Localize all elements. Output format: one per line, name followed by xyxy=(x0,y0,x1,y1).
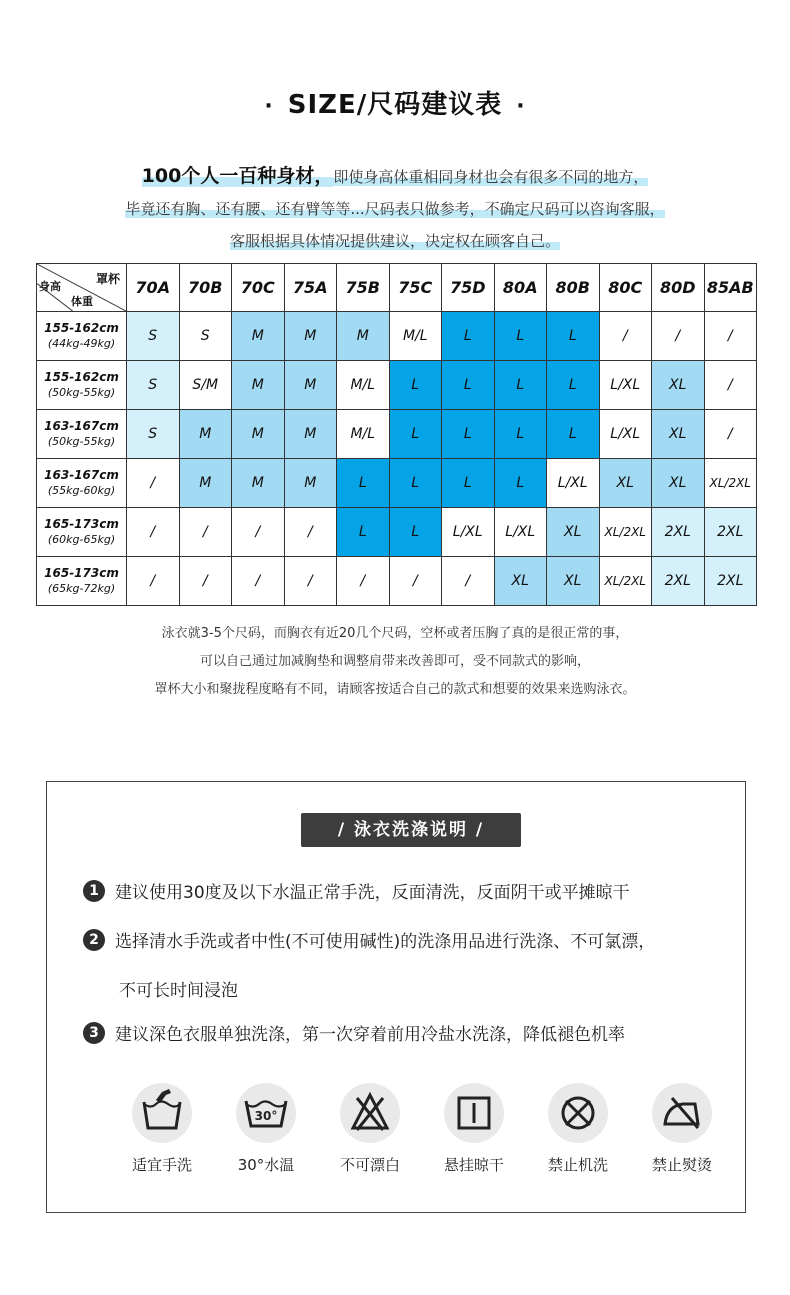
row-label xyxy=(37,508,127,557)
size-cell: M/L xyxy=(389,312,442,361)
size-cell: L xyxy=(389,508,442,557)
no-bleach-icon xyxy=(339,1082,401,1144)
size-cell: M xyxy=(179,459,232,508)
size-cell: L xyxy=(389,459,442,508)
note-line: 泳衣就3-5个尺码，而胸衣有近20几个尺码，空杯或者压胸了真的是很正常的事， xyxy=(161,626,629,641)
size-cell: L xyxy=(337,459,390,508)
size-cell: / xyxy=(284,508,337,557)
care-rule-2 xyxy=(83,927,655,952)
size-cell: M/L xyxy=(337,361,390,410)
corner-cup-label: 罩杯 xyxy=(95,272,120,286)
care-instructions-box xyxy=(46,781,746,1213)
row-height: 155-162cm xyxy=(44,321,119,335)
cup-size-header: 80A xyxy=(494,264,547,312)
size-row xyxy=(37,410,757,459)
corner-weight-label: 体重 xyxy=(71,295,93,308)
row-label xyxy=(37,557,127,606)
cup-size-header: 80D xyxy=(652,264,705,312)
row-height: 165-173cm xyxy=(44,517,119,531)
title-dot-right: · xyxy=(516,94,526,119)
rule-number-badge: 1 xyxy=(83,880,105,902)
wash-temp-badge: 30° xyxy=(254,1109,278,1123)
size-table-body xyxy=(37,312,757,606)
size-cell: L xyxy=(547,361,600,410)
care-rule-1 xyxy=(83,878,630,903)
icon-label: 禁止机洗 xyxy=(547,1156,608,1174)
size-cell: XL xyxy=(494,557,547,606)
row-weight: (65kg-72kg) xyxy=(47,582,116,595)
size-cell: L xyxy=(547,410,600,459)
icon-label: 适宜手洗 xyxy=(131,1156,192,1174)
care-icon-item xyxy=(429,1082,519,1175)
hand-wash-icon xyxy=(131,1082,193,1144)
size-cell: M xyxy=(284,312,337,361)
size-cell: XL xyxy=(652,410,705,459)
size-table xyxy=(36,263,757,606)
size-cell: L/XL xyxy=(547,459,600,508)
size-cell: XL/2XL xyxy=(599,508,652,557)
size-cell: / xyxy=(704,410,757,459)
cup-size-header: 80B xyxy=(547,264,600,312)
row-height: 163-167cm xyxy=(44,468,119,482)
row-weight: (44kg-49kg) xyxy=(47,337,116,350)
no-machine-wash-icon xyxy=(547,1082,609,1144)
rule-number-badge: 3 xyxy=(83,1022,105,1044)
size-cell: S xyxy=(127,312,180,361)
size-notes xyxy=(0,620,790,704)
size-cell: 2XL xyxy=(652,557,705,606)
size-cell: L xyxy=(442,312,495,361)
size-cell: / xyxy=(337,557,390,606)
size-cell: XL xyxy=(652,361,705,410)
cup-size-header: 75C xyxy=(389,264,442,312)
intro-line-2-text: 毕竟还有胸、还有腰、还有臂等等...尺码表只做参考，不确定尺码可以咨询客服， xyxy=(125,200,665,218)
intro-strong: 100个人一百种身材， xyxy=(141,165,334,187)
size-cell: L xyxy=(442,459,495,508)
size-cell: / xyxy=(652,312,705,361)
size-cell: XL xyxy=(547,508,600,557)
intro-text xyxy=(0,160,790,257)
size-cell: L xyxy=(494,410,547,459)
rule-text: 建议使用30度及以下水温正常手洗，反面清洗，反面阴干或平摊晾干 xyxy=(115,883,630,903)
size-cell: 2XL xyxy=(704,557,757,606)
size-cell: L xyxy=(494,459,547,508)
size-cell: / xyxy=(704,361,757,410)
icon-label: 禁止熨烫 xyxy=(651,1156,712,1174)
size-cell: / xyxy=(127,557,180,606)
size-cell: XL/2XL xyxy=(599,557,652,606)
size-row xyxy=(37,459,757,508)
size-cell: / xyxy=(127,459,180,508)
care-rule-2-continued: 不可长时间浸泡 xyxy=(119,981,238,1001)
row-weight: (55kg-60kg) xyxy=(47,484,116,497)
size-cell: S xyxy=(179,312,232,361)
no-iron-icon xyxy=(651,1082,713,1144)
size-cell: L xyxy=(547,312,600,361)
care-icon-item xyxy=(325,1082,415,1175)
size-cell: L xyxy=(494,312,547,361)
wash-30-icon xyxy=(235,1082,297,1144)
size-cell: / xyxy=(232,557,285,606)
care-icon-item xyxy=(117,1082,207,1175)
size-cell: / xyxy=(704,312,757,361)
size-cell: L xyxy=(389,361,442,410)
table-corner-cell xyxy=(37,264,127,312)
size-cell: L/XL xyxy=(599,410,652,459)
row-label xyxy=(37,361,127,410)
cup-size-header: 85AB xyxy=(704,264,757,312)
size-cell: / xyxy=(232,508,285,557)
care-rule-3 xyxy=(83,1020,625,1045)
page-title xyxy=(0,84,790,121)
care-icon-item xyxy=(221,1082,311,1175)
cup-size-header: 75B xyxy=(337,264,390,312)
row-weight: (60kg-65kg) xyxy=(47,533,116,546)
icon-label: 悬挂晾干 xyxy=(443,1156,504,1174)
size-cell: M xyxy=(284,410,337,459)
intro-line-3 xyxy=(0,225,790,257)
size-cell: M xyxy=(284,361,337,410)
care-icon-item xyxy=(637,1082,727,1175)
hang-dry-icon xyxy=(443,1082,505,1144)
size-cell: M xyxy=(179,410,232,459)
size-cell: L xyxy=(494,361,547,410)
rule-text: 选择清水手洗或者中性(不可使用碱性)的洗涤用品进行洗涤、不可氯漂， xyxy=(115,932,656,952)
title-text: SIZE/尺码建议表 xyxy=(287,90,503,120)
size-cell: M xyxy=(284,459,337,508)
title-dot-left: · xyxy=(264,94,274,119)
row-label xyxy=(37,459,127,508)
size-cell: / xyxy=(179,508,232,557)
size-cell: XL xyxy=(599,459,652,508)
row-label xyxy=(37,410,127,459)
intro-line-2 xyxy=(0,193,790,225)
rule-text: 建议深色衣服单独洗涤，第一次穿着前用冷盐水洗涤，降低褪色机率 xyxy=(115,1025,625,1045)
size-cell: XL xyxy=(547,557,600,606)
size-cell: 2XL xyxy=(652,508,705,557)
size-cell: / xyxy=(442,557,495,606)
size-cell: S xyxy=(127,361,180,410)
size-cell: / xyxy=(599,312,652,361)
size-cell: M xyxy=(232,312,285,361)
size-cell: L/XL xyxy=(599,361,652,410)
size-cell: M xyxy=(232,410,285,459)
intro-line-1-rest: 即使身高体重相同身材也会有很多不同的地方， xyxy=(333,168,649,186)
icon-label: 30°水温 xyxy=(237,1156,295,1174)
size-cell: XL/2XL xyxy=(704,459,757,508)
size-row xyxy=(37,361,757,410)
size-row xyxy=(37,508,757,557)
intro-line-1 xyxy=(0,160,790,193)
rule-number-badge: 2 xyxy=(83,929,105,951)
row-height: 165-173cm xyxy=(44,566,119,580)
size-cell: XL xyxy=(652,459,705,508)
row-weight: (50kg-55kg) xyxy=(47,386,116,399)
care-title: / 泳衣洗涤说明 / xyxy=(301,813,521,847)
size-cell: L xyxy=(442,410,495,459)
care-icons-row xyxy=(107,1082,712,1192)
size-cell: / xyxy=(284,557,337,606)
size-cell: M xyxy=(337,312,390,361)
note-line: 罩杯大小和聚拢程度略有不同，请顾客按适合自己的款式和想要的效果来选购泳衣。 xyxy=(154,682,636,697)
corner-height-label: 身高 xyxy=(39,280,61,293)
size-cell: / xyxy=(127,508,180,557)
size-cell: 2XL xyxy=(704,508,757,557)
size-cell: M/L xyxy=(337,410,390,459)
row-height: 155-162cm xyxy=(44,370,119,384)
row-label xyxy=(37,312,127,361)
size-cell: L xyxy=(389,410,442,459)
size-cell: S/M xyxy=(179,361,232,410)
size-cell: M xyxy=(232,361,285,410)
size-cell: S xyxy=(127,410,180,459)
size-cell: / xyxy=(389,557,442,606)
cup-size-header: 80C xyxy=(599,264,652,312)
note-line: 可以自己通过加减胸垫和调整肩带来改善即可，受不同款式的影响， xyxy=(199,654,590,669)
cup-size-header: 75D xyxy=(442,264,495,312)
intro-line-3-text: 客服根据具体情况提供建议，决定权在顾客自己。 xyxy=(229,232,560,250)
care-icon-item xyxy=(533,1082,623,1175)
icon-label: 不可漂白 xyxy=(339,1156,400,1174)
row-height: 163-167cm xyxy=(44,419,119,433)
size-table-header xyxy=(37,264,757,312)
size-cell: L/XL xyxy=(442,508,495,557)
size-row xyxy=(37,312,757,361)
size-cell: M xyxy=(232,459,285,508)
cup-size-header: 70B xyxy=(179,264,232,312)
size-row xyxy=(37,557,757,606)
cup-size-header: 70C xyxy=(232,264,285,312)
row-weight: (50kg-55kg) xyxy=(47,435,116,448)
size-cell: L xyxy=(337,508,390,557)
size-cell: L/XL xyxy=(494,508,547,557)
size-cell: L xyxy=(442,361,495,410)
cup-size-header: 75A xyxy=(284,264,337,312)
size-cell: / xyxy=(179,557,232,606)
cup-size-header: 70A xyxy=(127,264,180,312)
